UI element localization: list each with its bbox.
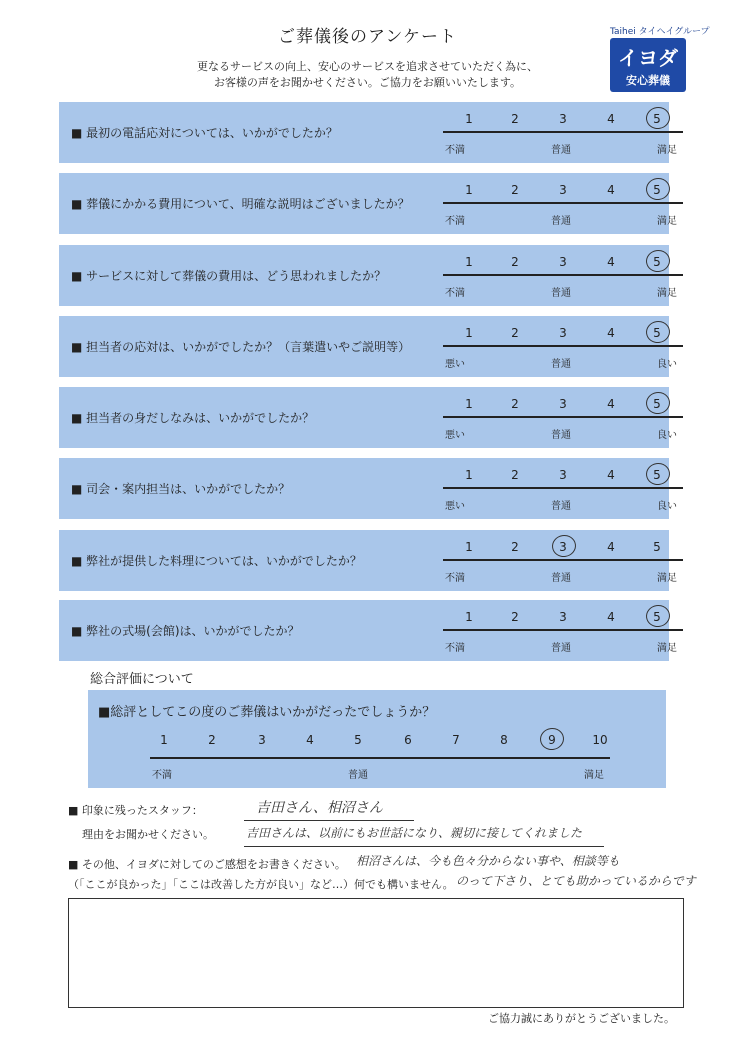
logo-tagline: 安心葬儀 bbox=[626, 74, 670, 87]
intro-line-2: お客様の声をお聞かせください。ご協力をお願いいたします。 bbox=[213, 76, 522, 89]
rating-option[interactable]: 3 bbox=[559, 255, 567, 269]
scale-high-label: 満足 bbox=[657, 145, 677, 156]
logo-group-name: Taihei タイヘイグループ bbox=[610, 27, 710, 37]
rating-option[interactable]: 3 bbox=[559, 468, 567, 482]
overall-rating-option[interactable]: 4 bbox=[306, 733, 314, 747]
question-text: ■ サービスに対して葬儀の費用は、どう思われましたか？ bbox=[71, 269, 387, 283]
rating-scale-line bbox=[443, 487, 683, 489]
question-text: ■ 司会・案内担当は、いかがでしたか？ bbox=[71, 482, 291, 496]
question-text: ■ 担当者の身だしなみは、いかがでしたか？ bbox=[71, 411, 315, 425]
rating-option[interactable]: 5 bbox=[653, 468, 661, 482]
comment-box[interactable] bbox=[68, 898, 684, 1008]
scale-mid-label: 普通 bbox=[551, 145, 571, 156]
rating-option[interactable]: 5 bbox=[653, 540, 661, 554]
overall-rating-option[interactable]: 5 bbox=[354, 733, 362, 747]
overall-rating-option[interactable]: 2 bbox=[208, 733, 216, 747]
rating-option[interactable]: 2 bbox=[511, 326, 519, 340]
rating-option[interactable]: 5 bbox=[653, 397, 661, 411]
scale-low-label: 不満 bbox=[445, 216, 465, 227]
staff-label: ■ 印象に残ったスタッフ： bbox=[68, 804, 203, 817]
scale-low-label: 不満 bbox=[445, 573, 465, 584]
rating-option[interactable]: 4 bbox=[607, 112, 615, 126]
rating-option[interactable]: 5 bbox=[653, 112, 661, 126]
comment-handwriting-1[interactable]: 相沼さんは、今も色々分からない事や、相談等も bbox=[356, 854, 620, 868]
rating-option[interactable]: 4 bbox=[607, 397, 615, 411]
rating-option[interactable]: 5 bbox=[653, 326, 661, 340]
rating-option[interactable]: 3 bbox=[559, 183, 567, 197]
overall-selected-circle bbox=[539, 726, 566, 751]
rating-scale-line bbox=[443, 559, 683, 561]
reason-underline bbox=[244, 846, 604, 847]
selected-rating-circle bbox=[645, 319, 672, 344]
rating-option[interactable]: 2 bbox=[511, 183, 519, 197]
question-row bbox=[59, 458, 677, 519]
rating-option[interactable]: 4 bbox=[607, 183, 615, 197]
rating-option[interactable]: 3 bbox=[559, 397, 567, 411]
question-row bbox=[59, 245, 677, 306]
logo-badge bbox=[610, 38, 686, 92]
overall-rating-option[interactable]: 9 bbox=[548, 733, 556, 747]
rating-option[interactable]: 2 bbox=[511, 112, 519, 126]
rating-scale-line bbox=[443, 416, 683, 418]
scale-high-label: 満足 bbox=[657, 573, 677, 584]
overall-mid-label: 普通 bbox=[348, 770, 368, 781]
rating-option[interactable]: 2 bbox=[511, 397, 519, 411]
question-row bbox=[59, 530, 677, 591]
scale-low-label: 不満 bbox=[445, 643, 465, 654]
comments-label: ■ その他、イヨダに対してのご感想をお書きください。 bbox=[68, 858, 346, 871]
question-text: ■ 担当者の応対は、いかがでしたか？（言葉遣いやご説明等） bbox=[71, 340, 411, 354]
rating-option[interactable]: 3 bbox=[559, 326, 567, 340]
staff-value[interactable]: 吉田さん、相沼さん bbox=[256, 800, 383, 816]
scale-mid-label: 普通 bbox=[551, 430, 571, 441]
rating-option[interactable]: 1 bbox=[465, 183, 473, 197]
rating-option[interactable]: 1 bbox=[465, 326, 473, 340]
rating-option[interactable]: 3 bbox=[559, 610, 567, 624]
company-logo bbox=[606, 24, 710, 96]
rating-option[interactable]: 4 bbox=[607, 326, 615, 340]
rating-option[interactable]: 4 bbox=[607, 610, 615, 624]
overall-heading: 総合評価について bbox=[90, 672, 194, 687]
scale-low-label: 悪い bbox=[445, 430, 465, 441]
selected-rating-circle bbox=[645, 390, 672, 415]
rating-scale-line bbox=[443, 629, 683, 631]
rating-option[interactable]: 1 bbox=[465, 397, 473, 411]
rating-option[interactable]: 4 bbox=[607, 255, 615, 269]
selected-rating-circle bbox=[551, 533, 578, 558]
rating-option[interactable]: 5 bbox=[653, 255, 661, 269]
logo-brand: イヨダ bbox=[618, 46, 678, 70]
scale-high-label: 良い bbox=[657, 501, 677, 512]
question-text: ■ 最初の電話応対については、いかがでしたか？ bbox=[71, 126, 338, 140]
rating-option[interactable]: 1 bbox=[465, 112, 473, 126]
overall-rating-option[interactable]: 10 bbox=[592, 733, 608, 747]
rating-scale-line bbox=[443, 274, 683, 276]
staff-underline bbox=[244, 820, 414, 821]
selected-rating-circle bbox=[645, 248, 672, 273]
rating-option[interactable]: 1 bbox=[465, 540, 473, 554]
scale-mid-label: 普通 bbox=[551, 573, 571, 584]
scale-mid-label: 普通 bbox=[551, 359, 571, 370]
rating-option[interactable]: 1 bbox=[465, 468, 473, 482]
overall-rating-option[interactable]: 8 bbox=[500, 733, 508, 747]
question-row bbox=[59, 387, 677, 448]
scale-low-label: 不満 bbox=[445, 288, 465, 299]
rating-option[interactable]: 2 bbox=[511, 540, 519, 554]
question-text: ■ 弊社の式場(会館)は、いかがでしたか？ bbox=[71, 624, 300, 638]
scale-mid-label: 普通 bbox=[551, 216, 571, 227]
overall-box bbox=[88, 690, 666, 788]
comment-handwriting-2[interactable]: のって下さり、とても助かっているからです bbox=[456, 874, 696, 888]
rating-option[interactable]: 2 bbox=[511, 610, 519, 624]
rating-scale-line bbox=[443, 345, 683, 347]
rating-option[interactable]: 1 bbox=[465, 610, 473, 624]
scale-mid-label: 普通 bbox=[551, 501, 571, 512]
selected-rating-circle bbox=[645, 603, 672, 628]
rating-option[interactable]: 3 bbox=[559, 112, 567, 126]
scale-high-label: 満足 bbox=[657, 216, 677, 227]
scale-mid-label: 普通 bbox=[551, 288, 571, 299]
scale-high-label: 満足 bbox=[657, 288, 677, 299]
question-row bbox=[59, 102, 677, 163]
page-title: ご葬儀後のアンケート bbox=[278, 27, 457, 47]
rating-option[interactable]: 5 bbox=[653, 183, 661, 197]
thanks-message: ご協力誠にありがとうございました。 bbox=[488, 1012, 675, 1025]
overall-question: ■総評としてこの度のご葬儀はいかがだったでしょうか？ bbox=[98, 705, 436, 720]
question-text: ■ 葬儀にかかる費用について、明確な説明はございましたか？ bbox=[71, 197, 410, 211]
question-row bbox=[59, 173, 677, 234]
question-row bbox=[59, 600, 677, 661]
rating-option[interactable]: 1 bbox=[465, 255, 473, 269]
selected-rating-circle bbox=[645, 461, 672, 486]
overall-scale-line bbox=[150, 757, 610, 759]
rating-option[interactable]: 2 bbox=[511, 468, 519, 482]
overall-low-label: 不満 bbox=[152, 770, 172, 781]
rating-option[interactable]: 3 bbox=[559, 540, 567, 554]
rating-scale-line bbox=[443, 202, 683, 204]
rating-option[interactable]: 4 bbox=[607, 540, 615, 554]
comments-hint: （「ここが良かった」「ここは改善した方が良い」など…）何でも構いません。 bbox=[68, 878, 454, 891]
reason-value[interactable]: 吉田さんは、以前にもお世話になり、親切に接してくれました bbox=[246, 826, 583, 840]
question-text: ■ 弊社が提供した料理については、いかがでしたか？ bbox=[71, 554, 362, 568]
scale-high-label: 良い bbox=[657, 430, 677, 441]
reason-label: 理由をお聞かせください。 bbox=[82, 828, 214, 841]
selected-rating-circle bbox=[645, 176, 672, 201]
rating-option[interactable]: 4 bbox=[607, 468, 615, 482]
overall-rating-option[interactable]: 6 bbox=[404, 733, 412, 747]
overall-high-label: 満足 bbox=[584, 770, 604, 781]
scale-high-label: 満足 bbox=[657, 643, 677, 654]
scale-mid-label: 普通 bbox=[551, 643, 571, 654]
overall-rating-option[interactable]: 3 bbox=[258, 733, 266, 747]
overall-rating-option[interactable]: 1 bbox=[160, 733, 168, 747]
selected-rating-circle bbox=[645, 105, 672, 130]
scale-high-label: 良い bbox=[657, 359, 677, 370]
rating-scale-line bbox=[443, 131, 683, 133]
intro-line-1: 更なるサービスの向上、安心のサービスを追求させていただく為に、 bbox=[197, 60, 538, 73]
overall-rating-option[interactable]: 7 bbox=[452, 733, 460, 747]
scale-low-label: 悪い bbox=[445, 359, 465, 370]
scale-low-label: 不満 bbox=[445, 145, 465, 156]
rating-option[interactable]: 2 bbox=[511, 255, 519, 269]
scale-low-label: 悪い bbox=[445, 501, 465, 512]
rating-option[interactable]: 5 bbox=[653, 610, 661, 624]
question-row bbox=[59, 316, 677, 377]
